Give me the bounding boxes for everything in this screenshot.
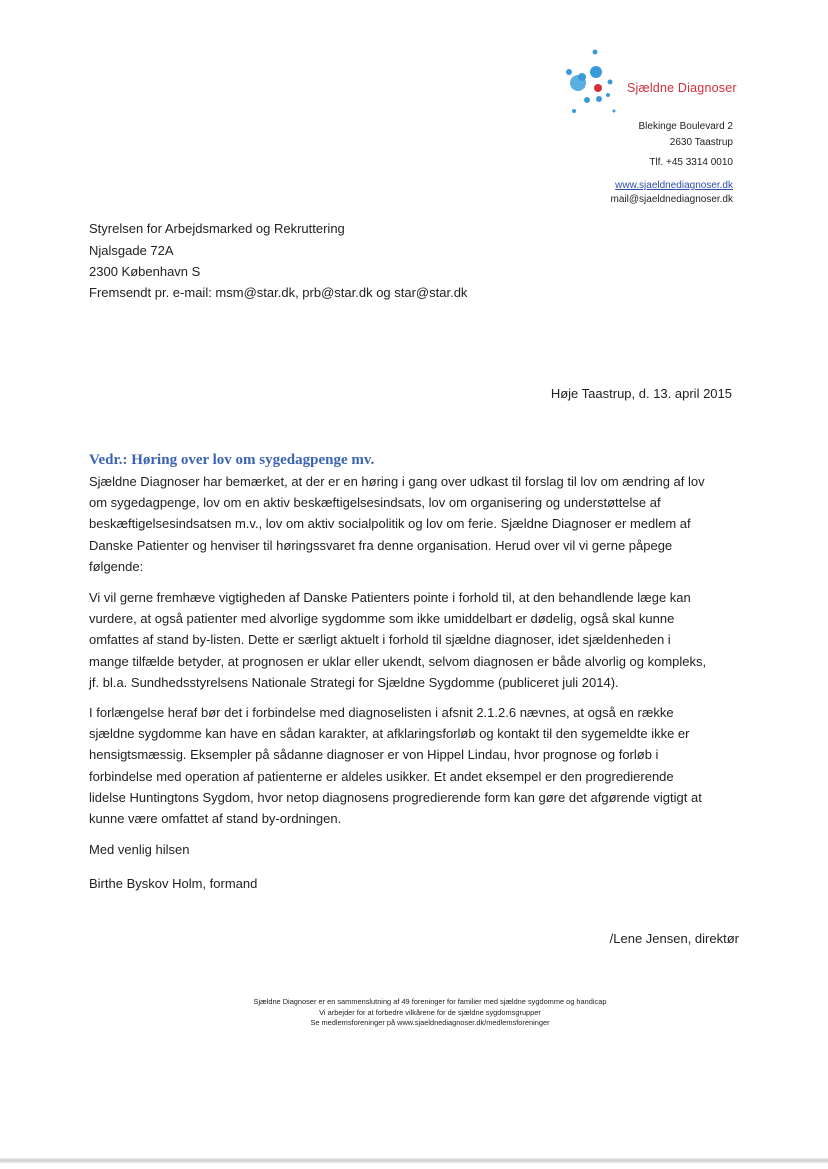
sender-street: Blekinge Boulevard 2 bbox=[638, 121, 733, 132]
body-paragraph-3 bbox=[89, 702, 739, 829]
text-line: beskæftigelsesindsatsen m.v., lov om aktiv socialpolitik og lov om ferie. Sjældne Diagnoser er medlem af bbox=[89, 516, 691, 532]
text-line: sjældne sygdomme kan have en sådan karakter, at afklaringsforløb og kontakt til den sygemeldte ikke er bbox=[89, 726, 690, 742]
footer-line: Vi arbejder for at forbedre vilkårene for de sjældne sygdomsgrupper bbox=[319, 1007, 541, 1017]
sender-phone: Tlf. +45 3314 0010 bbox=[649, 157, 733, 168]
signer-director: /Lene Jensen, direktør bbox=[609, 931, 739, 946]
text-line: jf. bl.a. Sundhedsstyrelsens Nationale Strategi for Sjældne Sygdomme (publiceret juli 2014). bbox=[89, 674, 619, 690]
scan-edge-divider bbox=[0, 1158, 828, 1163]
recipient-city: 2300 København S bbox=[89, 264, 201, 279]
text-line: forbindelse med operation af patienterne er aldeles usikker. Et andet eksempel er den progredierende bbox=[89, 768, 674, 784]
dots-logo-icon bbox=[560, 45, 630, 120]
logo-wordmark: Sjældne Diagnoser bbox=[627, 81, 737, 95]
text-line: vurdere, at også patienter med alvorlige sygdomme som ikke umiddelbart er dødelig, også skal kunne bbox=[89, 611, 675, 627]
footer-line: Sjældne Diagnoser er en sammenslutning af 49 foreninger for familier med sjældne sygdomme og handicap bbox=[253, 997, 607, 1006]
text-line: omfattes af stand by-listen. Dette er særligt aktuelt i forhold til sjældne diagnoser, idet sjældenheden i bbox=[89, 632, 671, 648]
recipient-name: Styrelsen for Arbejdsmarked og Rekruttering bbox=[89, 221, 345, 236]
text-line: om sygedagpenge, lov om en aktiv beskæftigelsesindsats, lov om organisering og understøttelse af bbox=[89, 495, 661, 511]
text-line: Sjældne Diagnoser har bemærket, at der er en høring i gang over udkast til forslag til lov om ændring af lov bbox=[89, 474, 705, 489]
text-line: mange tilfælde betyder, at prognosen er uklar eller ukendt, selvom diagnosen er både alvorlig og kompleks, bbox=[89, 653, 707, 669]
body-paragraph-1 bbox=[89, 471, 739, 577]
sender-city: 2630 Taastrup bbox=[669, 137, 733, 148]
text-line: Danske Patienter og henviser til høringssvaret fra denne organisation. Herud over vil vi gerne påpege bbox=[89, 537, 673, 553]
text-line: I forlængelse heraf bør det i forbindelse med diagnoselisten i afsnit 2.1.2.6 nævnes, at også en række bbox=[89, 705, 674, 720]
organization-logo bbox=[560, 45, 740, 120]
recipient-email-line: Fremsendt pr. e-mail: msm@star.dk, prb@star.dk og star@star.dk bbox=[89, 285, 468, 300]
letter-date: Høje Taastrup, d. 13. april 2015 bbox=[550, 386, 732, 401]
closing-greeting: Med venlig hilsen bbox=[89, 842, 190, 857]
sender-website-link[interactable]: www.sjaeldnediagnoser.dk bbox=[615, 180, 733, 191]
body-paragraph-2 bbox=[89, 587, 739, 693]
text-line: kunne være omfattet af stand by-ordningen. bbox=[89, 811, 342, 827]
text-line: Vi vil gerne fremhæve vigtigheden af Danske Patienters pointe i forhold til, at den behandlende læge kan bbox=[89, 590, 691, 605]
sender-email: mail@sjaeldnediagnoser.dk bbox=[610, 194, 733, 205]
text-line: følgende: bbox=[89, 558, 144, 574]
letter-footer bbox=[150, 997, 710, 1029]
signer-chair: Birthe Byskov Holm, formand bbox=[89, 876, 258, 891]
text-line: lidelse Huntingtons Sygdom, hvor netop diagnosens progredierende form kan gøre det afgørende vigtigt at bbox=[89, 789, 702, 805]
letter-subject: Vedr.: Høring over lov om sygedagpenge mv. bbox=[89, 452, 375, 468]
footer-line: Se medlemsforeninger på www.sjaeldnediagnoser.dk/medlemsforeninger bbox=[310, 1018, 550, 1027]
text-line: hensigtsmæssig. Eksempler på sådanne diagnoser er von Hippel Lindau, hvor prognose og forløb i bbox=[89, 747, 659, 763]
recipient-street: Njalsgade 72A bbox=[89, 243, 174, 258]
